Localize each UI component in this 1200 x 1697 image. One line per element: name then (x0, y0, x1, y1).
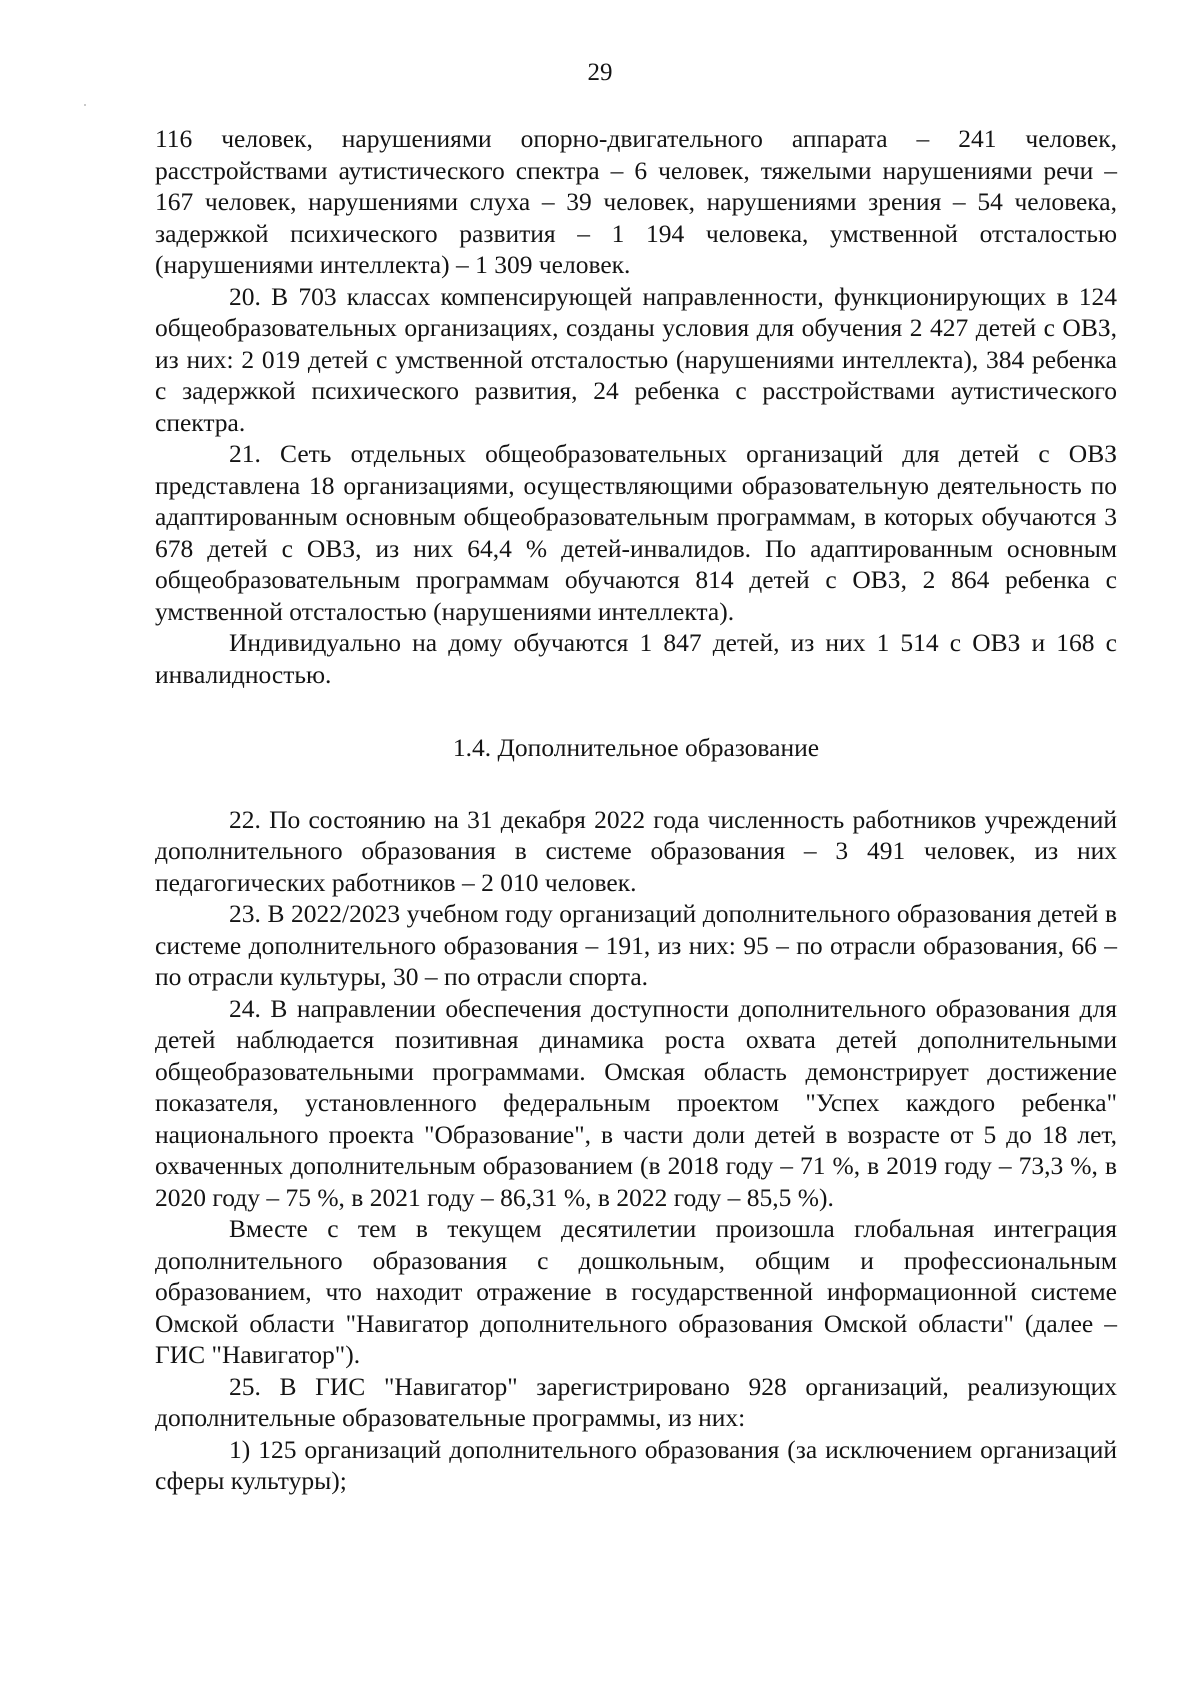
page-number: 29 (587, 59, 613, 86)
paragraph-23: 23. В 2022/2023 учебном году организаций дополнительного образования детей в системе дополнительного образования – 191, из них: 95 – по отрасли образования, 66 – по отрасли культуры, 30 – по отрасли спорта. (155, 899, 1117, 991)
list-item-1: 1) 125 организаций дополнительного образования (за исключением организаций сферы культуры); (155, 1434, 1117, 1495)
document-body (155, 123, 1117, 1497)
paragraph-21: 21. Сеть отдельных общеобразовательных организаций для детей с ОВЗ представлена 18 организациями, осуществляющими образовательную деятельность по адаптированным основным общеобразовательным программам, в которых обучаются 3 678 детей с ОВЗ, из них 64,4 % детей-инвалидов. По адаптированным основным общеобразовательным программам обучаются 814 детей с ОВЗ, 2 864 ребенка с умственной отсталостью (нарушениями интеллекта). (155, 439, 1117, 626)
scan-speck (84, 104, 86, 106)
paragraph-22: 22. По состоянию на 31 декабря 2022 года численность работников учреждений дополнительного образования в системе образования – 3 491 человек, из них педагогических работников – 2 010 человек. (155, 804, 1117, 897)
paragraph-integration: Вместе с тем в текущем десятилетии произошла глобальная интеграция дополнительного образования с дошкольным, общим и профессиональным образованием, что находит отражение в государственной информационной системе Омской области "Навигатор дополнительного образования Омской области" (далее – ГИС "Навигатор"). (155, 1214, 1117, 1369)
paragraph-home-schooling: Индивидуально на дому обучаются 1 847 детей, из них 1 514 с ОВЗ и 168 с инвалидностью. (155, 628, 1117, 689)
paragraph-20: 20. В 703 классах компенсирующей направленности, функционирующих в 124 общеобразовательных организациях, созданы условия для обучения 2 427 детей с ОВЗ, из них: 2 019 детей с умственной отсталостью (нарушениями интеллекта), 384 ребенка с задержкой психического развития, 24 ребенка с расстройствами аутистического спектра. (155, 281, 1117, 437)
paragraph-25: 25. В ГИС "Навигатор" зарегистрировано 928 организаций, реализующих дополнительные образовательные программы, из них: (155, 1371, 1117, 1432)
section-heading: 1.4. Дополнительное образование (452, 733, 820, 762)
paragraph-24: 24. В направлении обеспечения доступности дополнительного образования для детей наблюдается позитивная динамика роста охвата детей дополнительными общеобразовательными программами. Омская область демонстрирует достижение показателя, установленного федеральным проектом "Успех каждого ребенка" национального проекта "Образование", в части доли детей в возрасте от 5 до 18 лет, охваченных дополнительным образованием (в 2018 году – 71 %, в 2019 году – 73,3 %, в 2020 году – 75 %, в 2021 году – 86,31 %, в 2022 году – 85,5 %). (155, 993, 1117, 1212)
paragraph-continuation: 116 человек, нарушениями опорно-двигательного аппарата – 241 человек, расстройствами аутистического спектра – 6 человек, тяжелыми нарушениями речи – 167 человек, нарушениями слуха – 39 человек, нарушениями зрения – 54 человека, задержкой психического развития – 1 194 человека, умственной отсталостью (нарушениями интеллекта) – 1 309 человек. (155, 124, 1117, 279)
